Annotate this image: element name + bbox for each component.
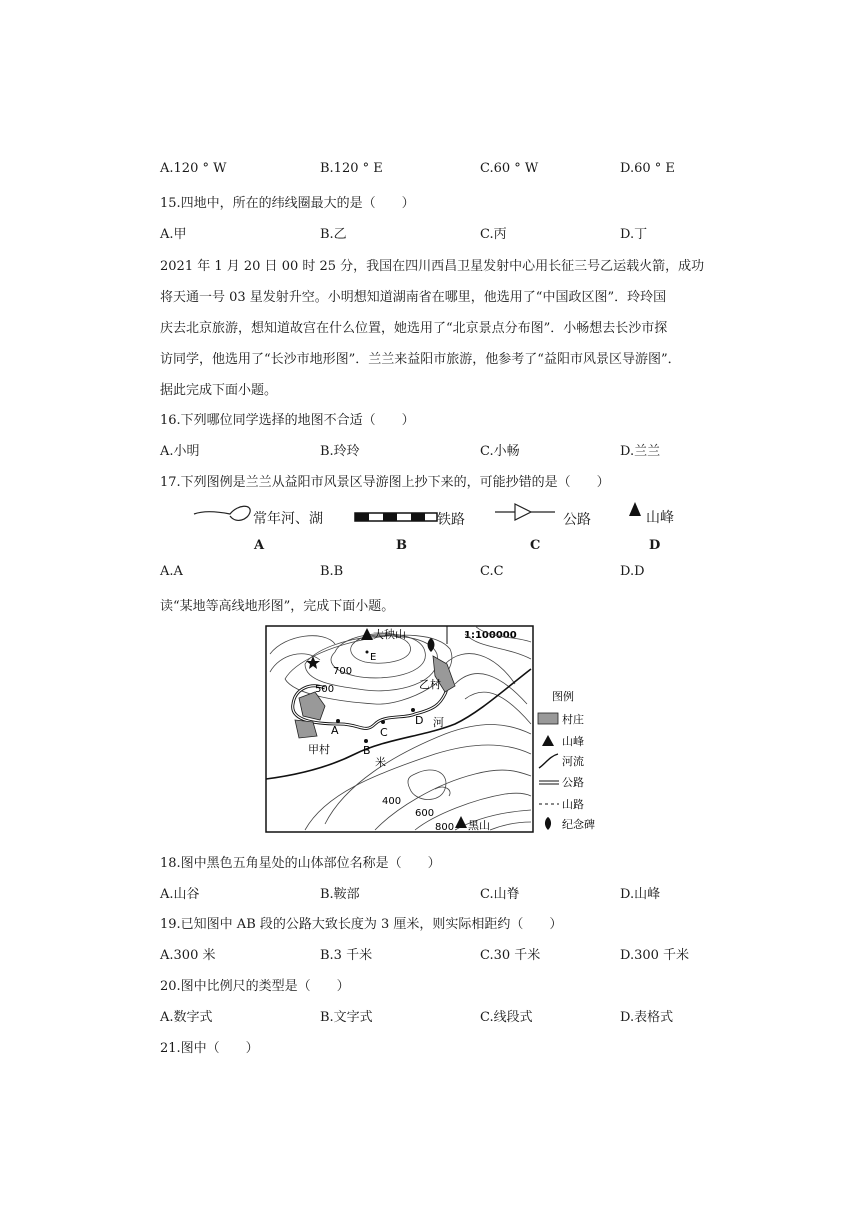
legend-b-label: 铁路 — [437, 512, 465, 528]
railway-symbol — [355, 513, 437, 521]
q14-option-c: C.60 ° W — [480, 161, 539, 176]
legend-river-label: 河流 — [562, 755, 584, 768]
point-c-dot — [381, 720, 385, 724]
q16-option-c: C.小畅 — [480, 444, 520, 459]
q19-option-b: B.3 千米 — [320, 948, 373, 963]
q19-option-d: D.300 千米 — [620, 948, 690, 963]
passage-line-2: 将天通一号 03 星发射升空。小明想知道湖南省在哪里，他选用了“中国政区图”．玲玲国 — [160, 290, 667, 305]
q19-stem: 19.已知图中 AB 段的公路大致长度为 3 厘米，则实际相距约（ ） — [160, 917, 563, 932]
point-b-label: B — [363, 744, 371, 757]
point-e-dot — [366, 651, 369, 654]
legend-peak-label: 山峰 — [562, 735, 584, 748]
q15-stem: 15.四地中，所在的纬线圈最大的是（ ） — [160, 196, 415, 211]
passage-line-1: 2021 年 1 月 20 日 00 时 25 分，我国在四川西昌卫星发射中心用长征三号乙运载火箭，成功 — [160, 259, 705, 274]
river-char-he: 河 — [433, 716, 444, 729]
point-c-label: C — [380, 726, 388, 739]
q17-option-a: A.A — [160, 564, 183, 579]
q16-option-d: D.兰兰 — [620, 444, 661, 459]
passage-line-3: 庆去北京旅游，想知道故宫在什么位置，她选用了“北京景点分布图”．小畅想去长沙市探 — [160, 321, 668, 336]
legend-b-letter: B — [396, 538, 407, 553]
legend-d-label: 山峰 — [646, 510, 674, 526]
point-a-label: A — [331, 724, 339, 737]
q20-option-c: C.线段式 — [480, 1010, 533, 1025]
legend-a-letter: A — [254, 538, 265, 553]
q17-option-b: B.B — [320, 564, 344, 579]
legend-river-icon — [539, 754, 558, 768]
q18-option-a: A.山谷 — [160, 887, 200, 902]
mountain-peak-symbol — [629, 502, 641, 516]
q15-option-b: B.乙 — [320, 227, 347, 242]
road-symbol — [495, 504, 555, 520]
contour-label-400: 400 — [382, 796, 402, 807]
contour-label-600: 600 — [415, 808, 435, 819]
q17-option-c: C.C — [480, 564, 504, 579]
q14-option-a: A.120 ° W — [160, 161, 227, 176]
contour-label-500: 500 — [315, 684, 335, 695]
q20-option-b: B.文字式 — [320, 1010, 373, 1025]
passage-line-4: 访同学，他选用了“长沙市地形图”．兰兰来益阳市旅游，他参考了“益阳市风景区导游图”． — [160, 352, 681, 367]
village-jia-label: 甲村 — [308, 743, 330, 756]
point-a-dot — [336, 719, 340, 723]
q17-stem: 17.下列图例是兰兰从益阳市风景区导游图上抄下来的，可能抄错的是（ ） — [160, 475, 610, 490]
q19-option-a: A.300 米 — [160, 948, 216, 963]
q14-option-d: D.60 ° E — [620, 161, 675, 176]
legend-monument-label: 纪念碑 — [562, 818, 595, 831]
contour-map — [265, 624, 605, 836]
point-d-dot — [411, 708, 415, 712]
village-yi-label: 乙村 — [419, 678, 441, 691]
map-scale: 1:100000 — [464, 630, 517, 641]
q21-stem: 21.图中（ ） — [160, 1041, 259, 1056]
legend-monument-icon — [545, 817, 551, 830]
q18-option-d: D.山峰 — [620, 887, 661, 902]
legend-village-swatch — [538, 713, 558, 724]
q20-option-d: D.表格式 — [620, 1010, 674, 1025]
map-legend-title: 图例 — [552, 690, 574, 703]
lake-river-symbol — [194, 506, 250, 520]
q15-option-c: C.丙 — [480, 227, 507, 242]
legend-c-letter: C — [530, 538, 541, 553]
q15-option-d: D.丁 — [620, 227, 648, 242]
q16-option-b: B.玲玲 — [320, 444, 360, 459]
q18-stem: 18.图中黑色五角星处的山体部位名称是（ ） — [160, 856, 441, 871]
q14-option-b: B.120 ° E — [320, 161, 383, 176]
peak-top-name: 大秧山 — [373, 628, 406, 641]
q15-option-a: A.甲 — [160, 227, 187, 242]
peak-bottom-name: 黑山 — [468, 819, 490, 832]
contour-label-700: 700 — [333, 666, 353, 677]
legend-road-label: 公路 — [562, 776, 584, 789]
point-b-dot — [364, 739, 368, 743]
legend-village-label: 村庄 — [562, 713, 584, 726]
passage-line-5: 据此完成下面小题。 — [160, 383, 278, 398]
read-map-instruction: 读“某地等高线地形图”，完成下面小题。 — [160, 599, 395, 614]
legend-a-label: 常年河、湖 — [253, 511, 323, 527]
point-e-label: E — [370, 652, 377, 663]
river-char-mi: 米 — [375, 756, 386, 769]
q18-option-b: B.鞍部 — [320, 887, 360, 902]
legend-d-letter: D — [649, 538, 661, 553]
legend-c-label: 公路 — [563, 512, 591, 528]
q20-stem: 20.图中比例尺的类型是（ ） — [160, 979, 350, 994]
contour-label-800: 800 — [435, 822, 455, 833]
legend-road-icon — [539, 781, 559, 784]
q20-option-a: A.数字式 — [160, 1010, 213, 1025]
q19-option-c: C.30 千米 — [480, 948, 541, 963]
point-d-label: D — [415, 714, 424, 727]
legend-path-label: 山路 — [562, 798, 584, 811]
q16-option-a: A.小明 — [160, 444, 200, 459]
q18-option-c: C.山脊 — [480, 887, 520, 902]
q17-option-d: D.D — [620, 564, 645, 579]
legend-peak-icon — [542, 735, 554, 746]
q16-stem: 16.下列哪位同学选择的地图不合适（ ） — [160, 413, 415, 428]
